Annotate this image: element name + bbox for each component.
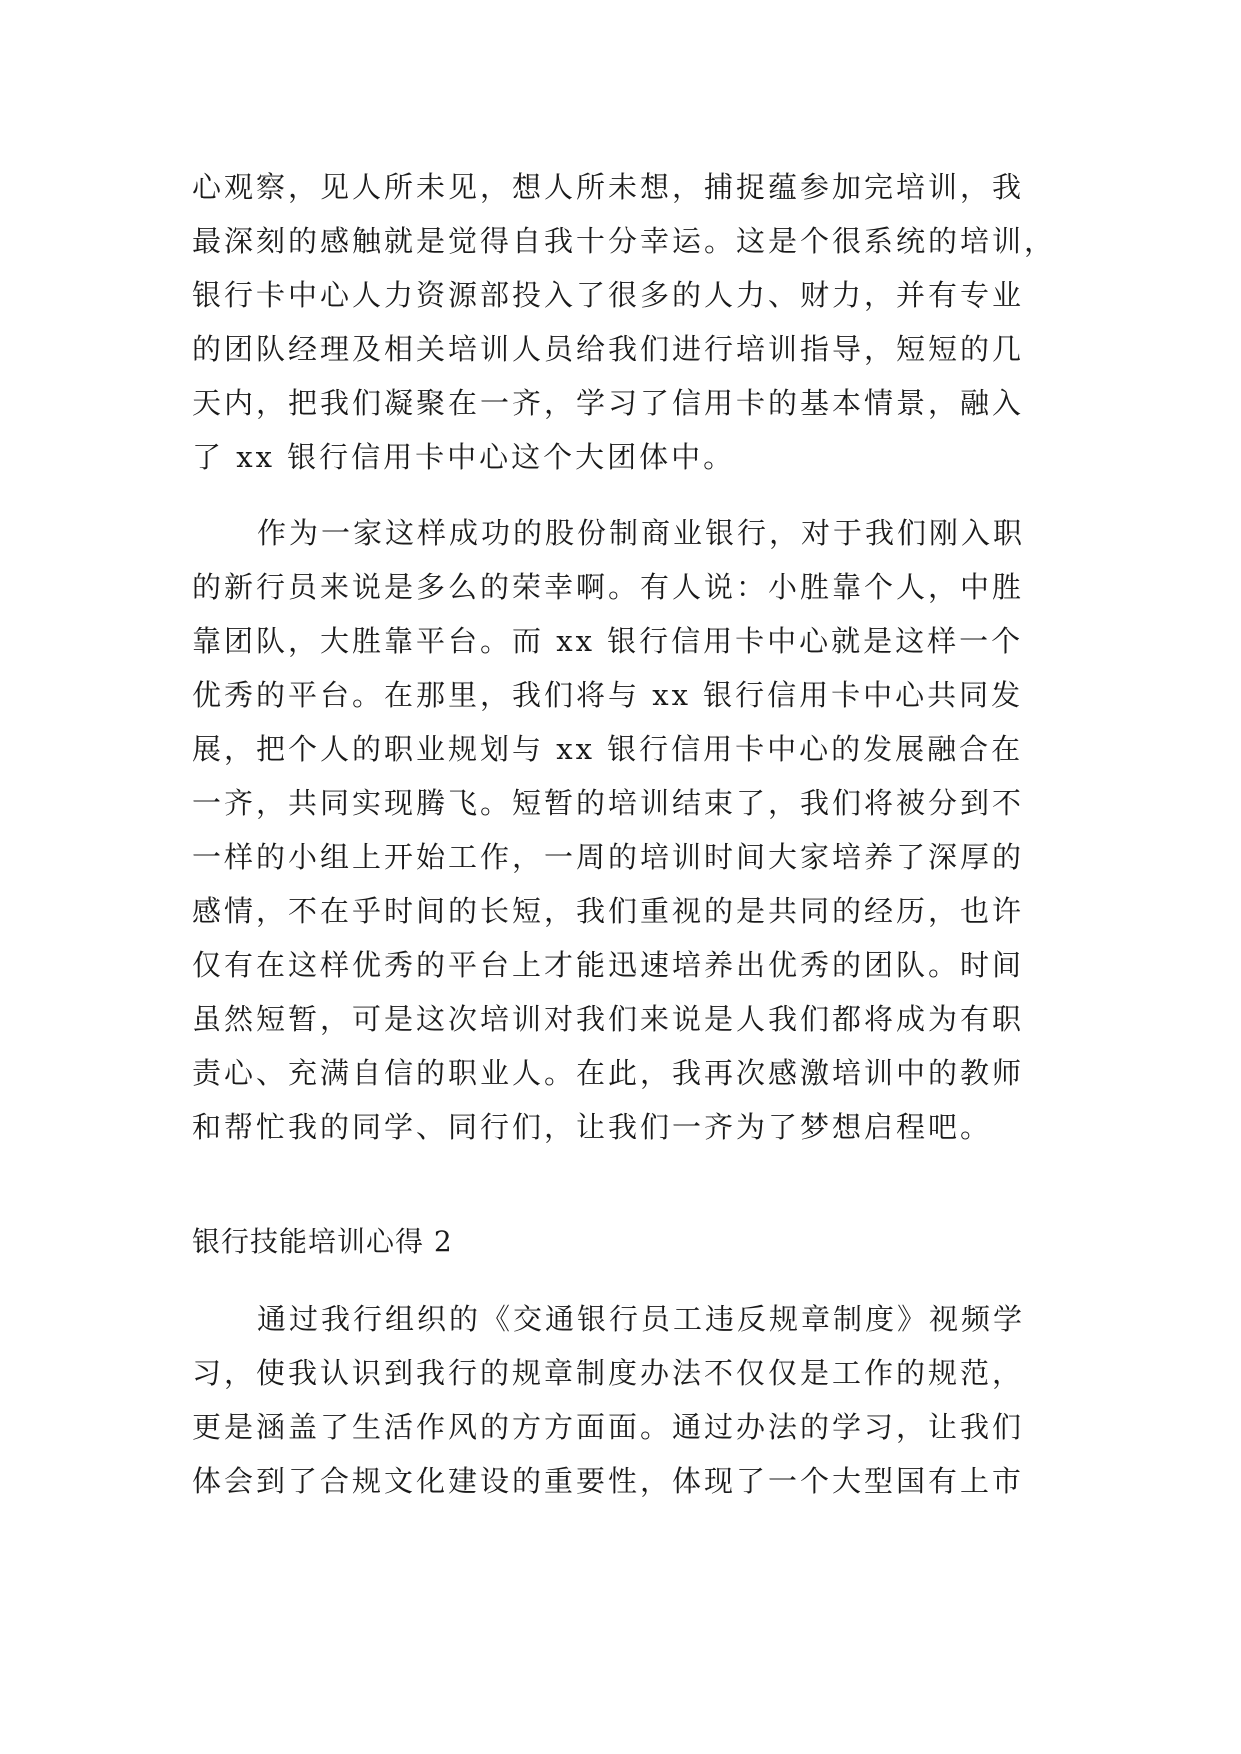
paragraph-2-line-4: 优秀的平台。在那里，我们将与 xx 银行信用卡中心共同发 bbox=[192, 678, 1024, 712]
paragraph-2-line-5: 展，把个人的职业规划与 xx 银行信用卡中心的发展融合在 bbox=[192, 732, 1024, 766]
paragraph-3-line-3: 更是涵盖了生活作风的方方面面。通过办法的学习，让我们 bbox=[192, 1410, 1025, 1444]
paragraph-1-line-1: 心观察，见人所未见，想人所未想，捕捉蕴参加完培训，我 bbox=[192, 170, 1025, 204]
paragraph-2-line-12: 和帮忙我的同学、同行们，让我们一齐为了梦想启程吧。 bbox=[192, 1110, 993, 1144]
paragraph-2-line-2: 的新行员来说是多么的荣幸啊。有人说：小胜靠个人，中胜 bbox=[192, 570, 1025, 604]
paragraph-2-line-1: 作为一家这样成功的股份制商业银行，对于我们刚入职 bbox=[257, 516, 1026, 550]
paragraph-1-line-3: 银行卡中心人力资源部投入了很多的人力、财力，并有专业 bbox=[192, 278, 1025, 312]
paragraph-3-line-4: 体会到了合规文化建设的重要性，体现了一个大型国有上市 bbox=[192, 1464, 1025, 1498]
paragraph-2-line-6: 一齐，共同实现腾飞。短暂的培训结束了，我们将被分到不 bbox=[192, 786, 1025, 820]
paragraph-3-line-2: 习，使我认识到我行的规章制度办法不仅仅是工作的规范， bbox=[192, 1356, 1025, 1390]
paragraph-1-line-5: 天内，把我们凝聚在一齐，学习了信用卡的基本情景，融入 bbox=[192, 386, 1025, 420]
paragraph-2-line-8: 感情，不在乎时间的长短，我们重视的是共同的经历，也许 bbox=[192, 894, 1025, 928]
section-heading: 银行技能培训心得 2 bbox=[192, 1225, 453, 1258]
paragraph-3-line-1: 通过我行组织的《交通银行员工违反规章制度》视频学 bbox=[257, 1302, 1026, 1336]
paragraph-2-line-3: 靠团队，大胜靠平台。而 xx 银行信用卡中心就是这样一个 bbox=[192, 624, 1024, 658]
paragraph-1-line-2: 最深刻的感触就是觉得自我十分幸运。这是个很系统的培训， bbox=[192, 224, 1057, 258]
paragraph-1-line-4: 的团队经理及相关培训人员给我们进行培训指导，短短的几 bbox=[192, 332, 1025, 366]
paragraph-2-line-10: 虽然短暂，可是这次培训对我们来说是人我们都将成为有职 bbox=[192, 1002, 1025, 1036]
paragraph-2-line-11: 责心、充满自信的职业人。在此，我再次感激培训中的教师 bbox=[192, 1056, 1025, 1090]
paragraph-2-line-7: 一样的小组上开始工作，一周的培训时间大家培养了深厚的 bbox=[192, 840, 1025, 874]
paragraph-2-line-9: 仅有在这样优秀的平台上才能迅速培养出优秀的团队。时间 bbox=[192, 948, 1025, 982]
paragraph-1-line-6: 了 xx 银行信用卡中心这个大团体中。 bbox=[192, 440, 736, 474]
